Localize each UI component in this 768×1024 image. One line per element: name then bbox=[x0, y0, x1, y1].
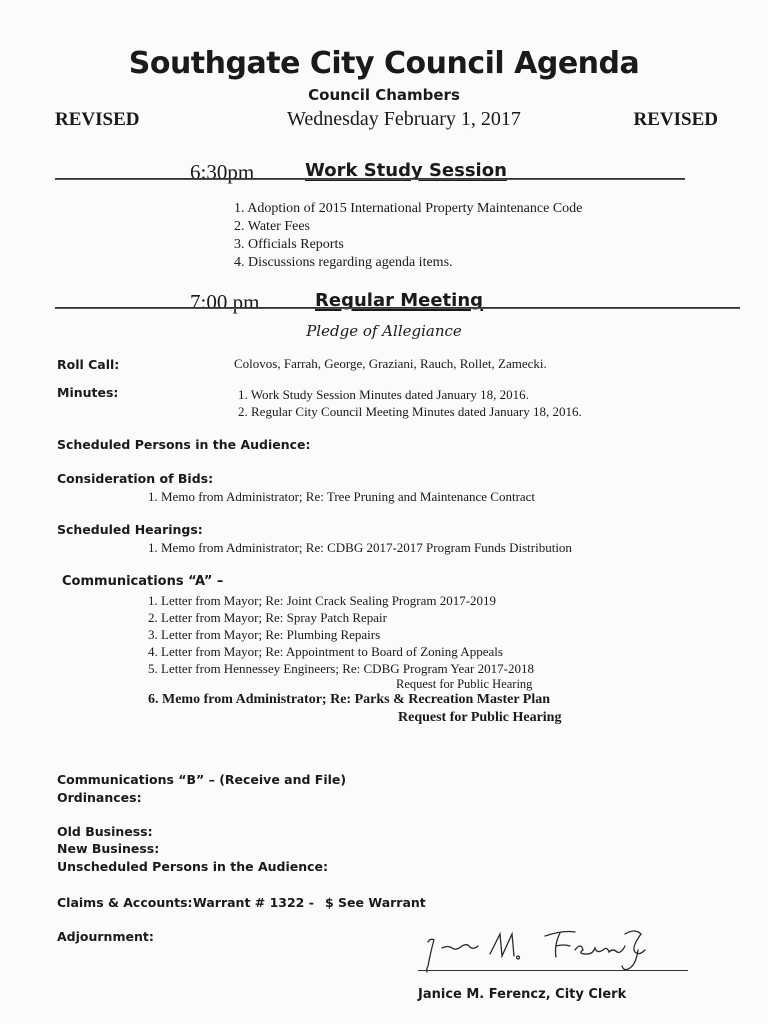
scheduled-persons-label: Scheduled Persons in the Audience: bbox=[57, 437, 311, 452]
work-study-title: Work Study Session bbox=[305, 160, 507, 181]
list-item: 5. Letter from Hennessey Engineers; Re: CDBG Program Year 2017-2018 bbox=[148, 661, 534, 676]
list-item: 1. Work Study Session Minutes dated January 18, 2016. bbox=[238, 387, 529, 402]
list-item: 2. Letter from Mayor; Re: Spray Patch Repair bbox=[148, 610, 387, 625]
list-item: 1. Letter from Mayor; Re: Joint Crack Sealing Program 2017-2019 bbox=[148, 593, 497, 608]
list-item: 3. Officials Reports bbox=[234, 237, 344, 252]
meeting-date: Wednesday February 1, 2017 bbox=[287, 108, 521, 130]
clerk-name: Janice M. Ferencz, City Clerk bbox=[418, 987, 627, 1002]
regular-meeting-title: Regular Meeting bbox=[315, 290, 484, 311]
new-business-label: New Business: bbox=[57, 841, 160, 856]
communications-a-label: Communications “A” – bbox=[62, 574, 224, 589]
list-item: 3. Letter from Mayor; Re: Plumbing Repairs bbox=[148, 627, 381, 642]
signature-line bbox=[418, 970, 688, 971]
old-business-label: Old Business: bbox=[57, 824, 153, 839]
bids-label: Consideration of Bids: bbox=[57, 471, 214, 486]
revised-label-left: REVISED bbox=[55, 109, 140, 130]
pledge-heading: Pledge of Allegiance bbox=[306, 322, 462, 340]
regular-meeting-rule bbox=[55, 307, 740, 309]
roll-call-value: Colovos, Farrah, George, Graziani, Rauch, Rollet, Zamecki. bbox=[234, 356, 547, 371]
communications-a-list bbox=[148, 592, 534, 677]
warrant-number: Warrant # 1322 - bbox=[193, 895, 314, 910]
claims-label: Claims & Accounts: bbox=[57, 895, 193, 910]
ordinances-label: Ordinances: bbox=[57, 790, 142, 805]
list-item: 2. Water Fees bbox=[234, 219, 310, 234]
list-item: 4. Discussions regarding agenda items. bbox=[234, 255, 453, 270]
regular-meeting-time: 7:00 pm bbox=[190, 290, 260, 314]
location: Council Chambers bbox=[308, 86, 460, 104]
item5-subtext: Request for Public Hearing bbox=[396, 677, 533, 691]
page-title: Southgate City Council Agenda bbox=[128, 46, 640, 81]
work-study-list bbox=[234, 200, 582, 272]
see-warrant: $ See Warrant bbox=[325, 895, 426, 910]
list-item: 2. Regular City Council Meeting Minutes dated January 18, 2016. bbox=[238, 404, 582, 419]
hearings-item: 1. Memo from Administrator; Re: CDBG 2017-2017 Program Funds Distribution bbox=[148, 540, 572, 555]
communications-b-label: Communications “B” – (Receive and File) bbox=[57, 772, 347, 787]
adjournment-label: Adjournment: bbox=[57, 929, 154, 944]
unscheduled-persons-label: Unscheduled Persons in the Audience: bbox=[57, 859, 329, 874]
item6: 6. Memo from Administrator; Re: Parks & Recreation Master Plan bbox=[148, 692, 551, 707]
work-study-rule bbox=[55, 178, 685, 180]
work-study-time: 6:30pm bbox=[190, 160, 255, 184]
roll-call-label: Roll Call: bbox=[57, 357, 120, 372]
signature-image bbox=[420, 920, 680, 976]
minutes-list bbox=[238, 386, 582, 420]
hearings-label: Scheduled Hearings: bbox=[57, 522, 203, 537]
bids-item: 1. Memo from Administrator; Re: Tree Pruning and Maintenance Contract bbox=[148, 489, 536, 504]
list-item: 4. Letter from Mayor; Re: Appointment to Board of Zoning Appeals bbox=[148, 644, 503, 659]
revised-label-right: REVISED bbox=[633, 109, 718, 130]
list-item: 1. Adoption of 2015 International Property Maintenance Code bbox=[234, 201, 583, 216]
minutes-label: Minutes: bbox=[57, 385, 119, 400]
item6-subtext: Request for Public Hearing bbox=[398, 710, 562, 725]
